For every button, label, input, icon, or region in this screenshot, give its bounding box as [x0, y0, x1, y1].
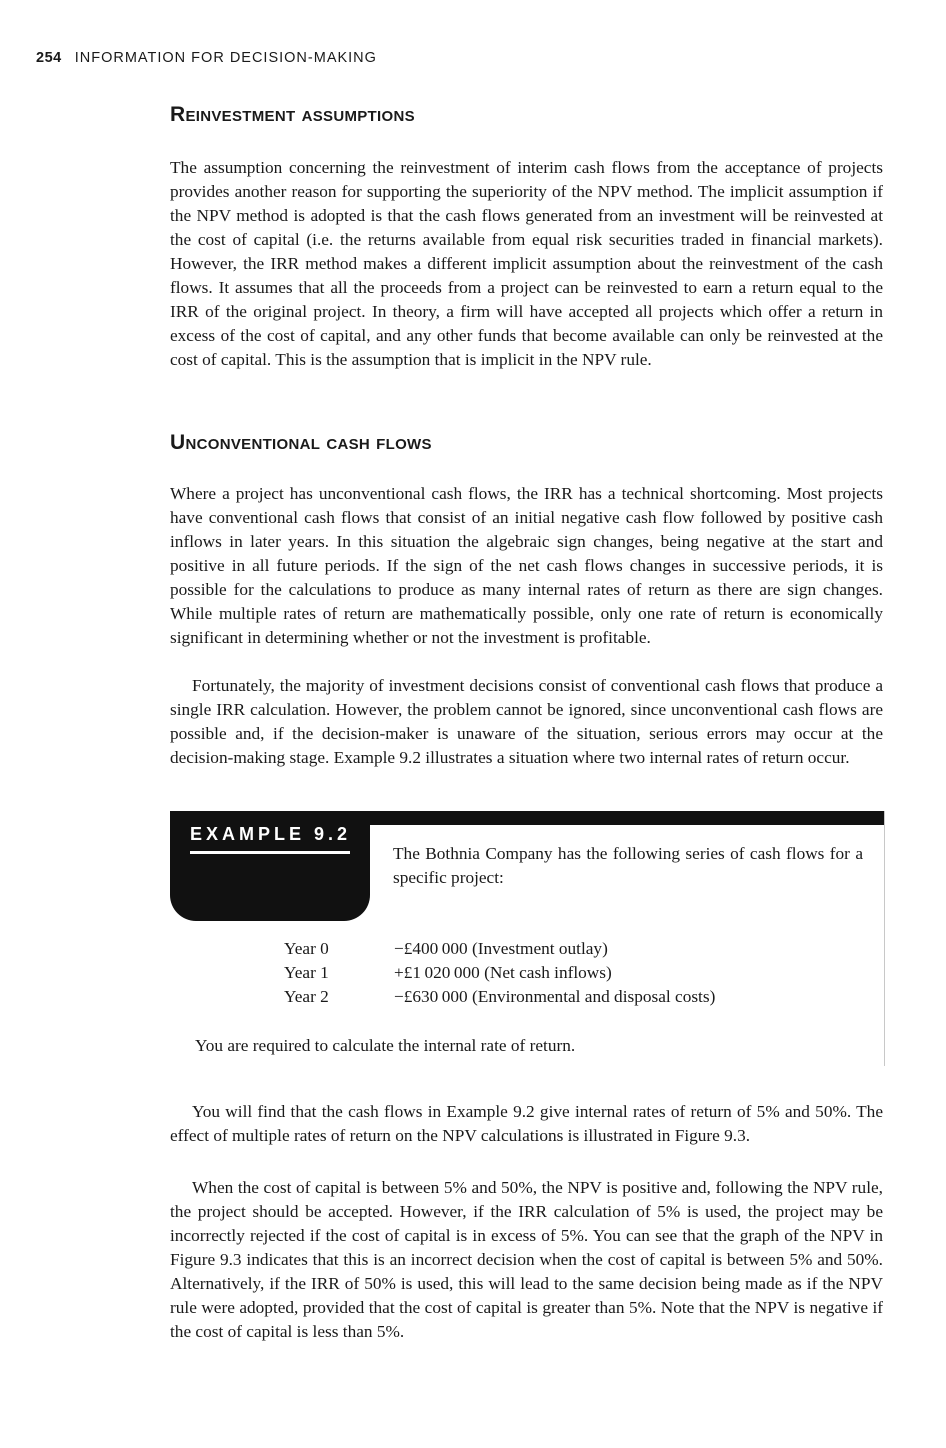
section-heading-unconventional: Unconventional cash flows — [170, 431, 432, 454]
cash-flow-row — [284, 937, 608, 961]
example-label: EXAMPLE 9.2 — [190, 824, 352, 844]
example-requirement: You are required to calculate the internal rate of return. — [195, 1036, 576, 1055]
cash-flow-year: Year 2 — [284, 987, 329, 1006]
example-intro: The Bothnia Company has the following series of cash flows for a specific project: — [393, 844, 863, 887]
paragraph-closing-2: When the cost of capital is between 5% and 50%, the NPV is positive and, following the NPV rule, the project should be accepted. However, if the IRR calculation of 5% is used, the project may be incorrectly rejected if the cost of capital is in excess of 5%. You can see that the graph of the NPV in Figure 9.3 indicates that this is an incorrect decision when the cost of capital is between 5% and 50%. Alternatively, if the IRR of 50% is used, this will lead to the same decision being made as if the NPV rule were adopted, provided that the cost of capital is greater than 5%. Note that the NPV is negative if the cost of capital is less than 5%. — [170, 1178, 883, 1341]
cash-flow-row — [284, 961, 612, 985]
running-title: INFORMATION FOR DECISION-MAKING — [74, 50, 377, 66]
cash-flow-year: Year 1 — [284, 963, 329, 982]
cash-flow-amount: −£630 000 (Environmental and disposal costs) — [394, 987, 716, 1006]
paragraph-closing-1: You will find that the cash flows in Example 9.2 give internal rates of return of 5% and 50%. The effect of multiple rates of return on the NPV calculations is illustrated in Figure 9.3. — [170, 1102, 883, 1145]
example-label-underline — [190, 851, 350, 854]
cash-flow-amount: +£1 020 000 (Net cash inflows) — [394, 963, 612, 982]
paragraph-unconventional-1: Where a project has unconventional cash flows, the IRR has a technical shortcoming. Most projects have conventional cash flows that consist of an initial negative cash flow followed by positive cash inflows in later years. In this situation the algebraic sign changes, being negative at the start and positive in all future periods. If the sign of the net cash flows changes in successive periods, it is possible for the calculations to produce as many internal rates of return as there are sign changes. While multiple rates of return are mathematically possible, only one rate of return is economically significant in determining whether or not the investment is profitable. — [170, 484, 883, 647]
section-heading-reinvestment: Reinvestment assumptions — [170, 103, 415, 126]
paragraph-unconventional-2: Fortunately, the majority of investment decisions consist of conventional cash flows that produce a single IRR calculation. However, the problem cannot be ignored, since unconventional cash flows are possible and, if the decision-maker is unaware of the situation, serious errors may occur at the decision-making stage. Example 9.2 illustrates a situation where two internal rates of return occur. — [170, 676, 883, 767]
example-side-rule — [884, 811, 885, 1066]
cash-flow-row — [284, 985, 715, 1009]
cash-flow-year: Year 0 — [284, 939, 329, 958]
running-header — [36, 50, 377, 66]
page-number: 254 — [36, 50, 62, 66]
paragraph-reinvestment: The assumption concerning the reinvestment of interim cash flows from the acceptance of projects provides another reason for supporting the superiority of the NPV method. The implicit assumption if the NPV method is adopted is that the cash flows generated from an investment will be reinvested at the cost of capital (i.e. the returns available from equal risk securities traded in financial markets). However, the IRR method makes a different implicit assumption about the reinvestment of the cash flows. It assumes that all the proceeds from a project can be reinvested to earn a return equal to the IRR of the original project. In theory, a firm will have accepted all projects which offer a return in excess of the cost of capital, and any other funds that become available can only be reinvested at the cost of capital. This is the assumption that is implicit in the NPV rule. — [170, 158, 883, 369]
cash-flow-amount: −£400 000 (Investment outlay) — [394, 939, 608, 958]
